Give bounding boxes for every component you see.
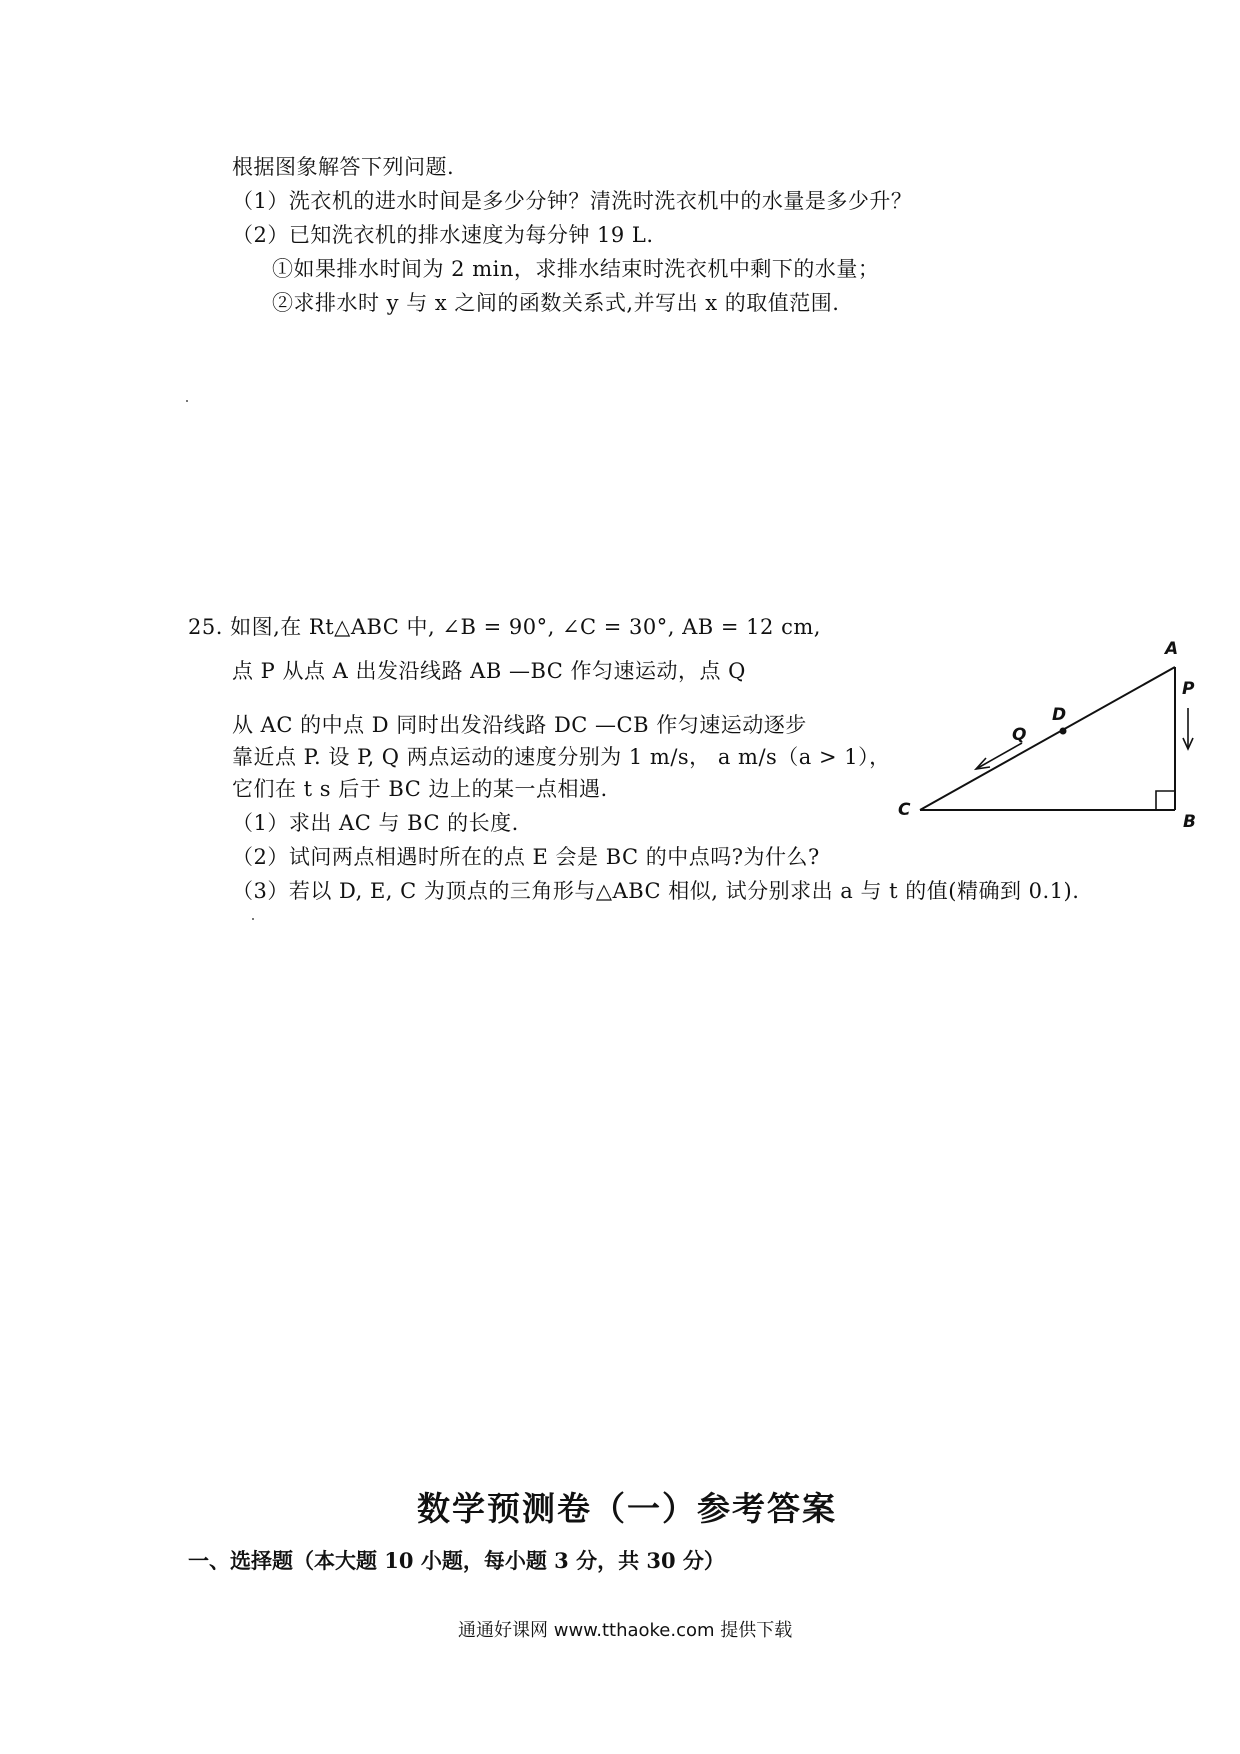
q25-line2: 点 P 从点 A 出发沿线路 AB —BC 作匀速运动，点 Q bbox=[232, 659, 746, 683]
q25-part3: （3）若以 D, E, C 为顶点的三角形与△ABC 相似, 试分别求出 a 与 t 的值(精确到 0.1). bbox=[232, 879, 1080, 903]
q25-line5: 它们在 t s 后于 BC 边上的某一点相遇. bbox=[232, 777, 608, 801]
right-angle-mark bbox=[1156, 791, 1175, 810]
triangle-figure bbox=[880, 630, 1220, 840]
q25-part2: （2）试问两点相遇时所在的点 E 会是 BC 的中点吗?为什么? bbox=[232, 845, 820, 869]
footer-text: 通通好课网 www.tthaoke.com 提供下载 bbox=[458, 1620, 793, 1641]
label-a: A bbox=[1165, 639, 1179, 659]
label-b: B bbox=[1183, 812, 1196, 832]
q24-part1: （1）洗衣机的进水时间是多少分钟？清洗时洗衣机中的水量是多少升？ bbox=[232, 189, 913, 213]
scan-speck bbox=[186, 400, 188, 402]
q24-sub1: ①如果排水时间为 2 min，求排水结束时洗衣机中剩下的水量； bbox=[272, 257, 880, 281]
edge-ac bbox=[920, 667, 1175, 810]
q25-line3: 从 AC 的中点 D 同时出发沿线路 DC —CB 作匀速运动逐步 bbox=[232, 713, 807, 737]
label-q: Q bbox=[1012, 725, 1027, 745]
label-p: P bbox=[1182, 679, 1195, 699]
q25-line1: 25. 如图,在 Rt△ABC 中, ∠B = 90°, ∠C = 30°, AB = 12 cm, bbox=[188, 615, 821, 639]
q25-part1: （1）求出 AC 与 BC 的长度. bbox=[232, 811, 519, 835]
q24-sub2: ②求排水时 y 与 x 之间的函数关系式,并写出 x 的取值范围. bbox=[272, 291, 840, 315]
q24-intro: 根据图象解答下列问题. bbox=[232, 155, 455, 179]
q24-part2: （2）已知洗衣机的排水速度为每分钟 19 L. bbox=[232, 223, 654, 247]
label-d: D bbox=[1052, 705, 1067, 725]
scan-speck-2 bbox=[252, 918, 254, 920]
answer-section-1: 一、选择题（本大题 10 小题，每小题 3 分，共 30 分） bbox=[188, 1548, 725, 1573]
q25-line4: 靠近点 P. 设 P, Q 两点运动的速度分别为 1 m/s， a m/s（a > 1）， bbox=[232, 745, 891, 769]
label-c: C bbox=[898, 800, 911, 820]
q-arrow-head bbox=[976, 758, 990, 769]
answer-title: 数学预测卷（一）参考答案 bbox=[417, 1489, 837, 1528]
point-d-dot bbox=[1060, 728, 1067, 735]
